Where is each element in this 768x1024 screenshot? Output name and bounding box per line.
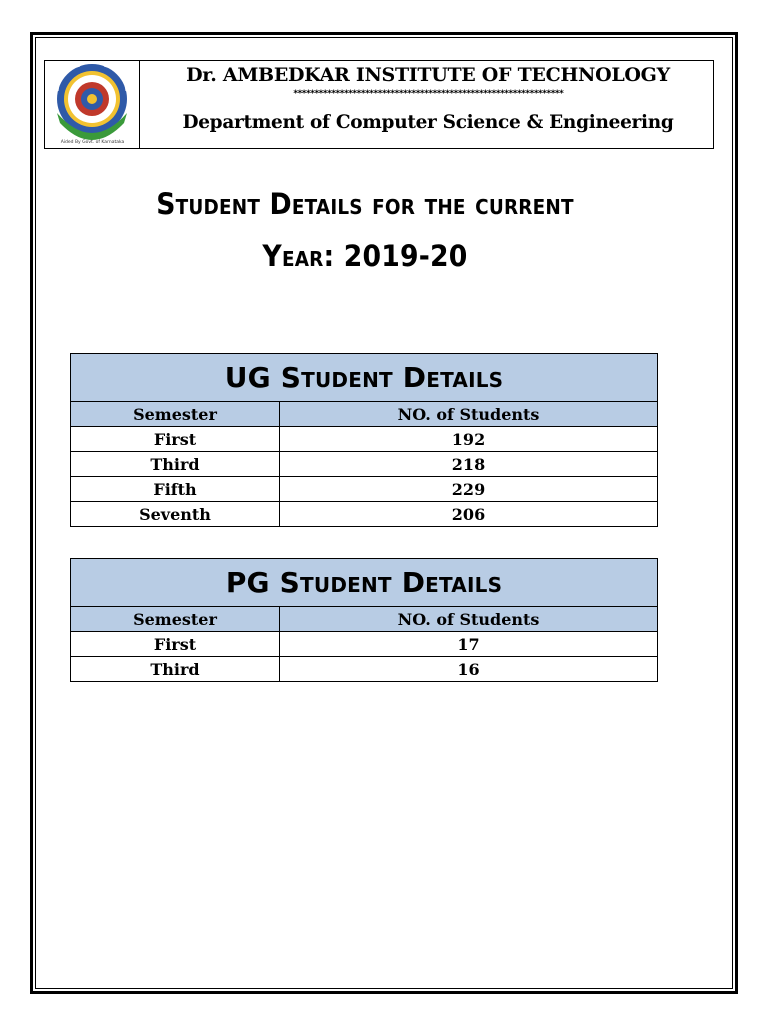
logo-cell bbox=[45, 61, 140, 148]
institute-logo bbox=[50, 61, 134, 141]
pg-table-title: PG Student Details bbox=[71, 559, 658, 607]
semester-cell: Seventh bbox=[71, 502, 280, 527]
letterhead bbox=[44, 60, 714, 149]
pg-table-header-row bbox=[71, 607, 658, 632]
semester-cell: Third bbox=[71, 657, 280, 682]
students-cell: 16 bbox=[280, 657, 658, 682]
students-cell: 192 bbox=[280, 427, 658, 452]
institute-name: Dr. AMBEDKAR INSTITUTE OF TECHNOLOGY bbox=[186, 64, 670, 86]
students-cell: 17 bbox=[280, 632, 658, 657]
semester-cell: Third bbox=[71, 452, 280, 477]
table-row bbox=[71, 427, 658, 452]
pg-col-students: NO. of Students bbox=[280, 607, 658, 632]
ug-student-table bbox=[70, 353, 658, 527]
students-cell: 206 bbox=[280, 502, 658, 527]
logo-caption: Aided By Govt. of Karnataka bbox=[60, 140, 125, 145]
table-row bbox=[71, 502, 658, 527]
pg-student-table bbox=[70, 558, 658, 682]
students-cell: 229 bbox=[280, 477, 658, 502]
ug-table-title: UG Student Details bbox=[71, 354, 658, 402]
department-name: Department of Computer Science & Engineering bbox=[182, 112, 674, 133]
table-row bbox=[71, 452, 658, 477]
table-row bbox=[71, 477, 658, 502]
table-row bbox=[71, 632, 658, 657]
star-divider: **************************************************************** bbox=[293, 89, 563, 99]
page-title-line1: Student Details for the current bbox=[156, 187, 574, 221]
page-title-line2: Year: 2019-20 bbox=[262, 239, 468, 273]
semester-cell: First bbox=[71, 632, 280, 657]
ug-col-students: NO. of Students bbox=[280, 402, 658, 427]
page-title bbox=[80, 178, 650, 282]
ug-col-semester: Semester bbox=[71, 402, 280, 427]
students-cell: 218 bbox=[280, 452, 658, 477]
ug-table-header-row bbox=[71, 402, 658, 427]
pg-col-semester: Semester bbox=[71, 607, 280, 632]
semester-cell: Fifth bbox=[71, 477, 280, 502]
table-row bbox=[71, 657, 658, 682]
semester-cell: First bbox=[71, 427, 280, 452]
